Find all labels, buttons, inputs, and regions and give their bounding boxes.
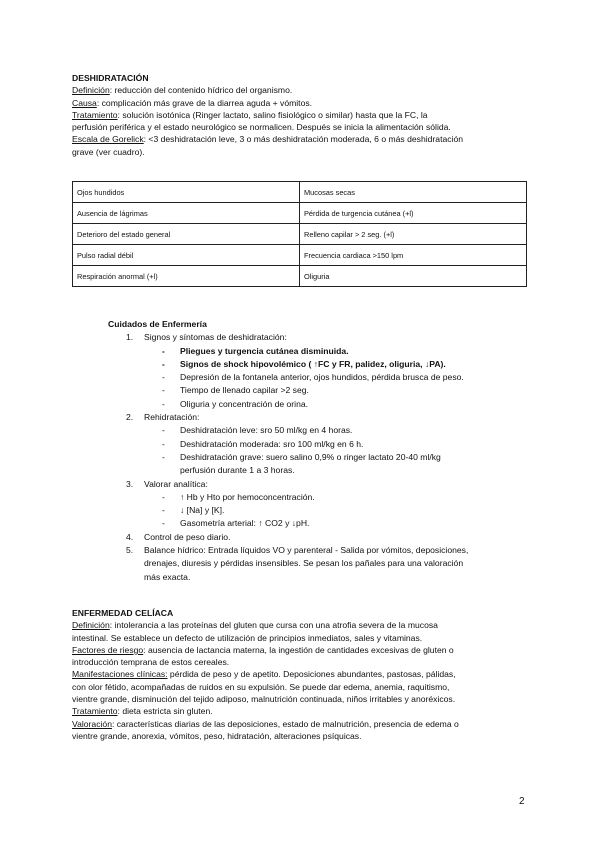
table-cell: Ausencia de lágrimas [73, 203, 300, 224]
list-item [72, 478, 532, 491]
sub-item-text: ↑ Hb y Hto por hemoconcentración. [180, 491, 315, 502]
nursing-care-title: Cuidados de Enfermería [108, 319, 207, 329]
sub-item-text: Deshidratación grave: suero salino 0,9% o ringer lactato 20-40 ml/kg [180, 451, 441, 462]
celiac-section [72, 607, 532, 742]
sub-list-item [72, 517, 532, 530]
list-item-cont: más exacta. [144, 571, 191, 582]
table-cell: Oliguria [300, 266, 527, 287]
celiac-definition [72, 619, 532, 631]
sub-item-text: Deshidratación leve: sro 50 ml/kg en 4 horas. [180, 425, 353, 436]
assessment-label: Valoración [72, 718, 112, 729]
list-item [72, 531, 532, 544]
sub-item-text: Deshidratación moderada: sro 100 ml/kg en 6 h. [180, 438, 364, 449]
list-number: 4. [126, 531, 134, 542]
cause-text: : complicación más grave de la diarrea aguda + vómitos. [96, 97, 313, 108]
table-row [73, 266, 527, 287]
dehydration-section [72, 72, 532, 158]
sub-list-item [72, 438, 532, 451]
table-cell: Relleno capilar > 2 seg. (+l) [300, 224, 527, 245]
treatment-text: : dieta estricta sin gluten. [117, 706, 213, 717]
table-cell: Frecuencia cardiaca >150 lpm [300, 245, 527, 266]
list-item [72, 411, 532, 424]
treatment-text: : solución isotónica (Ringer lactato, salino fisiológico o similar) hasta que la FC, la [117, 109, 428, 120]
list-item-text: Rehidratación: [144, 412, 200, 423]
sub-item-text: Oliguria y concentración de orina. [180, 398, 309, 409]
cause-label: Causa [72, 97, 97, 108]
table-cell: Respiración anormal (+l) [73, 266, 300, 287]
dash-bullet: - [162, 398, 165, 409]
dash-bullet: - [162, 491, 165, 502]
dash-bullet: - [162, 438, 165, 449]
gorelick-table [72, 181, 527, 287]
dash-bullet: - [162, 385, 165, 396]
risk-label: Factores de riesgo [72, 644, 144, 655]
dehydration-treatment [72, 109, 532, 121]
sub-item-text: Gasometría arterial: ↑ CO2 y ↓pH. [180, 518, 310, 529]
dehydration-definition [72, 84, 532, 96]
gorelick-scale [72, 133, 532, 145]
definition-label: Definición [72, 85, 110, 96]
treatment-label: Tratamiento [72, 109, 118, 120]
list-number: 1. [126, 332, 134, 343]
dash-bullet: - [162, 345, 165, 356]
list-number: 5. [126, 545, 134, 556]
dash-bullet: - [162, 372, 165, 383]
treatment-label: Tratamiento [72, 706, 118, 717]
sub-item-text: Pliegues y turgencia cutánea disminuida. [180, 345, 349, 356]
list-item [72, 544, 532, 557]
celiac-treatment [72, 705, 532, 717]
sub-item-text: Signos de shock hipovolémico ( ↑FC y FR, palidez, oliguria, ↓PA). [180, 358, 446, 369]
dash-bullet: - [162, 451, 165, 462]
gorelick-text: : <3 deshidratación leve, 3 o más deshidratación moderada, 6 o más deshidratación [143, 134, 464, 145]
celiac-title: ENFERMEDAD CELÍACA [72, 608, 174, 618]
sub-item-text: Tiempo de llenado capilar >2 seg. [180, 385, 309, 396]
table-row [73, 182, 527, 203]
gorelick-label: Escala de Gorelick [72, 134, 144, 145]
table-cell: Pérdida de turgencia cutánea (+l) [300, 203, 527, 224]
sub-list-item [72, 384, 532, 397]
sub-list-item-cont: perfusión durante 1 a 3 horas. [180, 465, 295, 476]
dehydration-title: DESHIDRATACIÓN [72, 73, 149, 83]
dash-bullet: - [162, 505, 165, 516]
dash-bullet: - [162, 518, 165, 529]
sub-list-item [72, 451, 532, 464]
celiac-clinical-cont: vientre grande, disminución del tejido adiposo, malnutrición continuada, niños irritables y anoréxicos. [72, 694, 456, 705]
sub-list-item [72, 371, 532, 384]
definition-text: : intolerancia a las proteínas del gluten que cursa con una atrofia severa de la mucosa [109, 620, 438, 631]
definition-label: Definición [72, 620, 110, 631]
celiac-definition-cont: intestinal. Se establece un defecto de utilización de principios inmediatos, sales y vitaminas. [72, 632, 423, 643]
dash-bullet: - [162, 358, 165, 369]
celiac-risk-factors-cont: introducción temprana de estos cereales. [72, 657, 230, 668]
sub-list-item [72, 398, 532, 411]
celiac-clinical-cont: con olor fétido, acompañadas de ruidos en su expulsión. Se puede dar edema, anemia, raquitismo, [72, 681, 450, 692]
table-cell: Deterioro del estado general [73, 224, 300, 245]
dehydration-cause [72, 97, 532, 109]
list-item-text: Valorar analítica: [144, 478, 208, 489]
list-item-text: Balance hídrico: Entrada líquidos VO y parenteral - Salida por vómitos, deposiciones, [144, 545, 469, 556]
dehydration-treatment-cont: perfusión periférica y el estado neurológico se normalicen. Después se inicia la alimentación sólida. [72, 122, 451, 133]
clinical-text: pérdida de peso y de apetito. Deposiciones abundantes, pastosas, pálidas, [167, 669, 456, 680]
definition-text: : reducción del contenido hídrico del organismo. [109, 85, 293, 96]
sub-list-item [72, 504, 532, 517]
page-number: 2 [519, 796, 525, 807]
sub-item-text: Depresión de la fontanela anterior, ojos hundidos, pérdida brusca de peso. [180, 372, 464, 383]
list-item-text: Signos y síntomas de deshidratación: [144, 332, 287, 343]
sub-list-item [72, 358, 532, 371]
risk-text: : ausencia de lactancia materna, la ingestión de cantidades excesivas de gluten o [143, 644, 454, 655]
celiac-clinical [72, 668, 532, 680]
list-number: 3. [126, 478, 134, 489]
table-row [73, 203, 527, 224]
list-item-text: Control de peso diario. [144, 531, 231, 542]
celiac-risk-factors [72, 644, 532, 656]
dash-bullet: - [162, 425, 165, 436]
table-cell: Pulso radial débil [73, 245, 300, 266]
clinical-label: Manifestaciones clínicas: [72, 669, 168, 680]
assessment-text: : características diarias de las deposiciones, estado de malnutrición, presencia de edema o [111, 718, 459, 729]
nursing-care-section [72, 318, 532, 584]
table-row [73, 245, 527, 266]
table-cell: Ojos hundidos [73, 182, 300, 203]
sub-list-item [72, 345, 532, 358]
sub-item-text: ↓ [Na] y [K]. [180, 505, 225, 516]
list-number: 2. [126, 412, 134, 423]
sub-list-item [72, 424, 532, 437]
celiac-assessment [72, 718, 532, 730]
list-item [72, 331, 532, 344]
table-row [73, 224, 527, 245]
list-item-cont: drenajes, diuresis y pérdidas insensibles. Se pesan los pañales para una valoración [144, 558, 464, 569]
gorelick-scale-cont: grave (ver cuadro). [72, 146, 145, 157]
celiac-assessment-cont: vientre grande, anorexia, vómitos, peso, hidratación, alteraciones psíquicas. [72, 730, 362, 741]
sub-list-item [72, 491, 532, 504]
table-cell: Mucosas secas [300, 182, 527, 203]
